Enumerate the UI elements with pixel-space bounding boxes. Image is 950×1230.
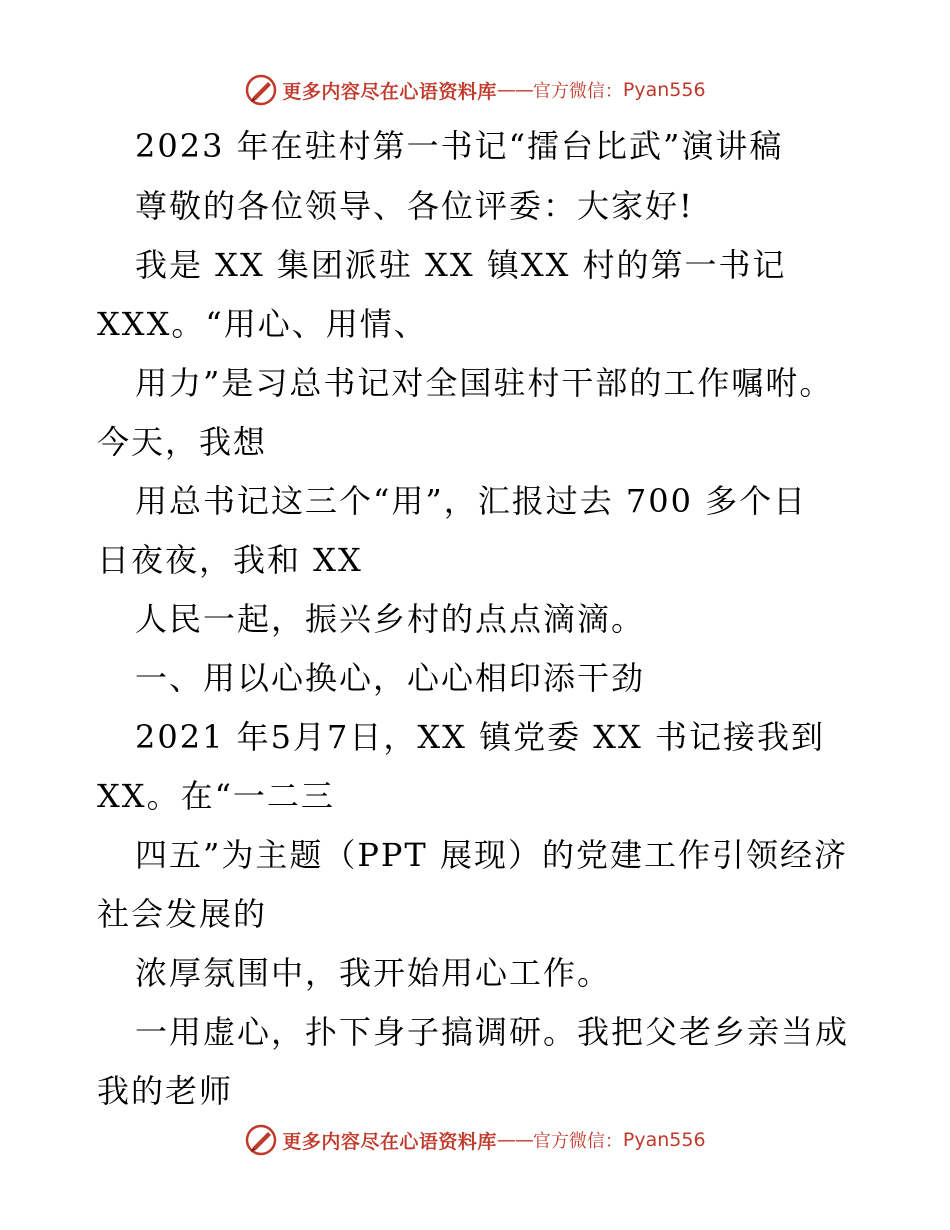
document-title: 2023 年在驻村第一书记“擂台比武”演讲稿 <box>135 127 784 165</box>
paragraph-line: 人民一起，振兴乡村的点点滴滴。 <box>135 600 646 638</box>
footer-watermark <box>0 1120 950 1160</box>
watermark-main-text: 更多内容尽在心语资料库 <box>282 80 497 103</box>
paragraph-line: 尊敬的各位领导、各位评委：大家好! <box>135 187 694 225</box>
paragraph-line: 社会发展的 <box>97 895 268 933</box>
pen-logo-icon <box>244 73 278 107</box>
paragraph-line: XX。在“一二三 <box>97 777 335 815</box>
header-watermark <box>0 70 950 110</box>
watermark-separator: —— <box>496 1129 533 1151</box>
paragraph-line: 2021 年5月7日，XX 镇党委 XX 书记接我到 <box>135 718 825 756</box>
paragraph-line: 用力”是习总书记对全国驻村干部的工作嘱咐。 <box>135 364 834 402</box>
watermark-sub-text: 官方微信： <box>532 1131 623 1152</box>
watermark-wechat-id: Pyan556 <box>622 1129 706 1151</box>
paragraph-line: XXX。“用心、用情、 <box>97 305 428 343</box>
watermark-separator: —— <box>496 79 533 101</box>
watermark-wechat-id: Pyan556 <box>622 79 706 101</box>
section-heading: 一、用以心换心，心心相印添干劲 <box>135 659 646 697</box>
paragraph-line: 今天，我想 <box>97 423 268 461</box>
paragraph-line: 日夜夜，我和 XX <box>97 541 363 579</box>
paragraph-line: 我的老师 <box>97 1072 234 1110</box>
watermark-main-text: 更多内容尽在心语资料库 <box>282 1130 497 1153</box>
paragraph-line: 用总书记这三个“用”，汇报过去 700 多个日 <box>135 482 808 520</box>
watermark-sub-text: 官方微信： <box>532 81 623 102</box>
paragraph-line: 一用虚心，扑下身子搞调研。我把父老乡亲当成 <box>135 1013 850 1051</box>
paragraph-line: 四五”为主题（PPT 展现）的党建工作引领经济 <box>135 836 848 874</box>
paragraph-line: 浓厚氛围中，我开始用心工作。 <box>135 954 612 992</box>
pen-logo-icon <box>244 1123 278 1157</box>
paragraph-line: 我是 XX 集团派驻 XX 镇XX 村的第一书记 <box>135 246 787 284</box>
